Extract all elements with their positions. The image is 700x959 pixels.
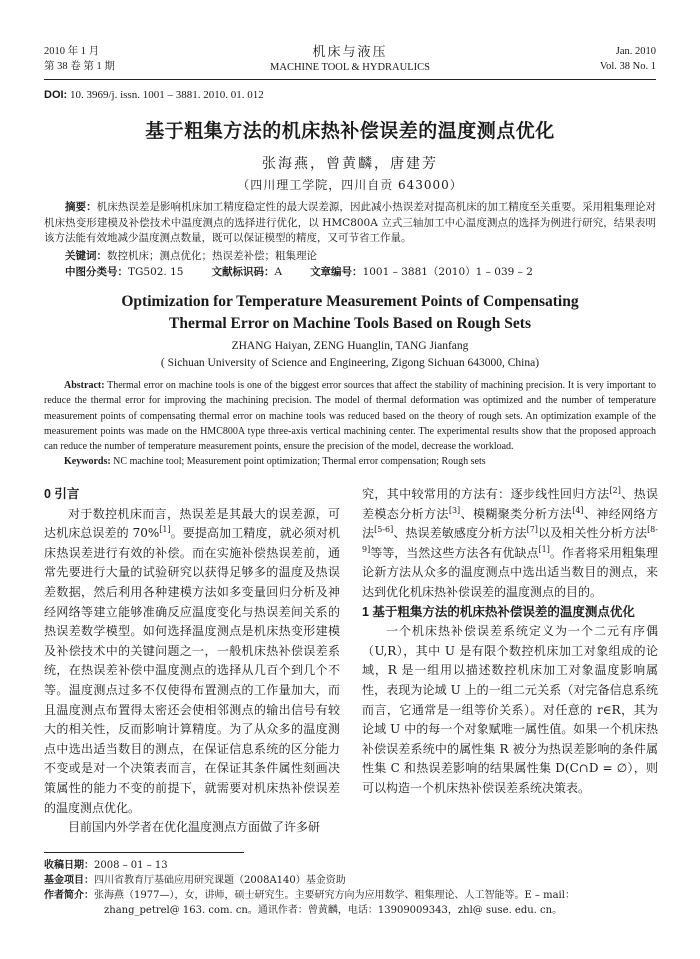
- header-volume-en: Vol. 38 No. 1: [599, 61, 656, 72]
- body-column-left: [44, 485, 340, 838]
- section-0-paragraph-1: [44, 505, 340, 819]
- reference-citation[interactable]: [5-6]: [374, 525, 394, 535]
- section-0-p1-text-b: 。要提高加工精度，就必须对机床热误差进行有效的补偿。而在实施补偿热误差前，通常先要进行大量的试验研究以获得足够多的温度及热误差数据，然后利用各种建模方法如多变量回归分析及神经网络等建立能够准确反应温度变化与热误差间关系的热误差数学模型。如何选择温度测点是机床热变形建模及补偿技术中的关键问题之一，一般机床热补偿误差系统，在热误差补偿中温度测点的选择从几百个到几个不等。温度测点过多不仅使得布置测点的工作量加大，而且温度测点布置得太密还会使相邻测点的输出信号有较大的相关性，反而影响计算精度。为了从众多的温度测点中选出适当数目的测点，在保证信息系统的区分能力不变或是对一个决策表而言，在保证其条件属性刻画决策属性的能力不变的前提下，就需要对机床热补偿误差的温度测点优化。: [44, 526, 340, 815]
- title-en: [44, 291, 656, 335]
- abstract-zh: [44, 200, 656, 247]
- author-bio-line2: zhang_petrel@ 163. com. cn。通讯作者：曾黄麟，电话：13909009343，zhl@ suse. edu. cn。: [104, 905, 563, 916]
- reference-citation[interactable]: [7]: [526, 525, 538, 535]
- p3-text-b: 、热误差模态分析方法: [362, 487, 658, 521]
- abstract-en-text: Thermal error on machine tools is one of the biggest error sources that affect the stability of machining precision. It is very important to reduce the thermal error for improving the machining precision. The model of thermal deformation was optimized and the number of temperature measurement points of compensating thermal error on machine tools was reduced based on the theory of rough sets. An optimization example of the measurement points was made on the HMC800A type three-axis vertical machining center. The experimental results show that the proposed approach can reduce the number of temperature measurement points, ensure the precision of the model, decrease the workload.: [44, 380, 656, 453]
- article-number-value: 1001 – 3881（2010）1 – 039 – 2: [362, 266, 533, 278]
- p3-text-d: 、神经网络方法: [362, 506, 658, 541]
- body-column-right: [362, 485, 658, 799]
- header-right: [600, 44, 656, 74]
- reference-citation[interactable]: [2]: [609, 486, 621, 495]
- footnote: [44, 858, 656, 918]
- abstract-zh-label: 摘要：: [65, 201, 97, 213]
- footnote-received: [44, 858, 656, 873]
- header-divider: [44, 79, 656, 80]
- footnote-author: [44, 888, 656, 903]
- header-date-en: Jan. 2010: [615, 46, 656, 57]
- keywords-en: [44, 456, 656, 467]
- doi-label: DOI:: [44, 89, 68, 101]
- authors-en: ZHANG Haiyan, ZENG Huanglin, TANG Jianfang: [231, 340, 469, 352]
- title-en-line2: Thermal Error on Machine Tools Based on Rough Sets: [168, 315, 531, 332]
- keywords-en-text: NC machine tool; Measurement point optimization; Thermal error compensation; Rough sets: [113, 456, 486, 467]
- reference-citation[interactable]: [1]: [159, 525, 171, 535]
- header-date-zh: 2010 年 1 月: [44, 46, 100, 57]
- affiliation-en: ( Sichuan University of Science and Engineering, Zigong Sichuan 643000, China): [160, 357, 540, 369]
- doi-line: [44, 89, 264, 101]
- clc-value: TG502. 15: [128, 266, 184, 278]
- p3-text-g: 等等，当然这些方法各有优缺点: [370, 545, 539, 560]
- doi-value: 10. 3969/j. issn. 1001 – 3881. 2010. 01. 012: [69, 89, 264, 101]
- received-label: 收稿日期：: [44, 860, 94, 871]
- classification-line: [44, 265, 656, 280]
- p3-text-e: 、热误差敏感度分析方法: [393, 526, 527, 541]
- header-center: [44, 44, 656, 75]
- journal-name-en: MACHINE TOOL & HYDRAULICS: [270, 62, 430, 73]
- clc-label: 中图分类号：: [65, 266, 128, 278]
- section-0-paragraph-2: 目前国内外学者在优化温度测点方面做了许多研: [68, 820, 321, 835]
- abstract-zh-text: 机床热误差是影响机床加工精度稳定性的最大误差源，因此减小热误差对提高机床的加工精度至关重要。采用粗集理论对机床热变形建模及补偿技术中温度测点的选择进行优化，以 HMC800A 立式三轴加工中心温度测点的选择为例进行研究，结果表明该方法能有效地减少温度测点数量，既可以保证模型的精度，又可节省工作量。: [44, 201, 657, 244]
- reference-citation[interactable]: [4]: [572, 505, 584, 515]
- keywords-zh-text: 数控机床；测点优化；热误差补偿；粗集理论: [107, 250, 317, 262]
- keywords-zh: [44, 249, 656, 264]
- p3-text-c: 、模糊聚类分析方法: [460, 506, 573, 521]
- section-0-p1-text-a: 对于数控机床而言，热误差是其最大的误差源，可达机床总误差的 70%: [44, 506, 340, 541]
- fund-value: 四川省教育厅基础应用研究课题（2008A140）基金资助: [94, 875, 346, 886]
- abstract-en-label: Abstract:: [64, 380, 105, 391]
- title-en-line1: Optimization for Temperature Measurement Points of Compensating: [121, 293, 579, 310]
- affiliation-zh: （四川理工学院，四川自贡 643000）: [237, 178, 463, 192]
- keywords-zh-label: 关键词：: [65, 250, 107, 262]
- p3-text-f: 以及相关性分析方法: [537, 526, 648, 541]
- article-number-label: 文章编号：: [310, 266, 363, 278]
- journal-name-zh: 机床与液压: [312, 44, 388, 59]
- fund-label: 基金项目：: [44, 875, 94, 886]
- footnote-fund: [44, 873, 656, 888]
- doc-code-value: A: [274, 266, 283, 278]
- reference-citation[interactable]: [1]: [538, 544, 550, 554]
- section-0-heading: 0 引言: [44, 487, 80, 501]
- author-bio-label: 作者简介：: [44, 890, 94, 901]
- keywords-en-label: Keywords:: [64, 456, 111, 467]
- section-0-paragraph-2-continued: [362, 485, 658, 603]
- reference-citation[interactable]: [8-9]: [362, 525, 658, 554]
- section-1-heading: 1 基于粗集方法的机床热补偿误差的温度测点优化: [362, 604, 635, 619]
- received-value: 2008 – 01 – 13: [94, 860, 168, 871]
- reference-citation[interactable]: [3]: [448, 505, 461, 515]
- section-1-paragraph-1: 一个机床热补偿误差系统定义为一个二元有序偶（U,R），其中 U 是有限个数控机床加工对象组成的论域，R 是一组用以描述数控机床加工对象温度影响属性，表现为论域 U 上的一组二元关系（对完备信息系统而言，它通常是一组等价关系）。对任意的 r∈R，其为论域 U 中的每一个对象赋唯一属性值。如果一个机床热补偿误差系统中的属性集 R 被分为热误差影响的条件属性集 C 和热误差影响的结果属性集 D(C∩D = ∅），则可以构造一个机床热补偿误差系统决策表。: [362, 624, 658, 795]
- header-volume-zh: 第 38 卷 第 1 期: [44, 61, 115, 72]
- author-bio-line1: 张海燕（1977—），女，讲师，硕士研究生。主要研究方向为应用数学、粗集理论、人工智能等。E – mail：: [94, 890, 575, 901]
- running-header: [44, 44, 656, 78]
- abstract-en: [44, 378, 656, 454]
- doc-code-label: 文献标识码：: [211, 266, 275, 278]
- p3-text-h: 。作者将采用粗集理论新方法从众多的温度测点中选出适当数目的测点，来达到优化机床热补偿误差的温度测点的目的。: [362, 545, 658, 599]
- p3-text-a: 究，其中较常用的方法有：逐步线性回归方法: [362, 487, 610, 501]
- authors-zh: 张海燕，曾黄麟，唐建芳: [262, 156, 438, 172]
- title-zh: 基于粗集方法的机床热补偿误差的温度测点优化: [145, 121, 555, 142]
- footnote-divider: [44, 852, 244, 853]
